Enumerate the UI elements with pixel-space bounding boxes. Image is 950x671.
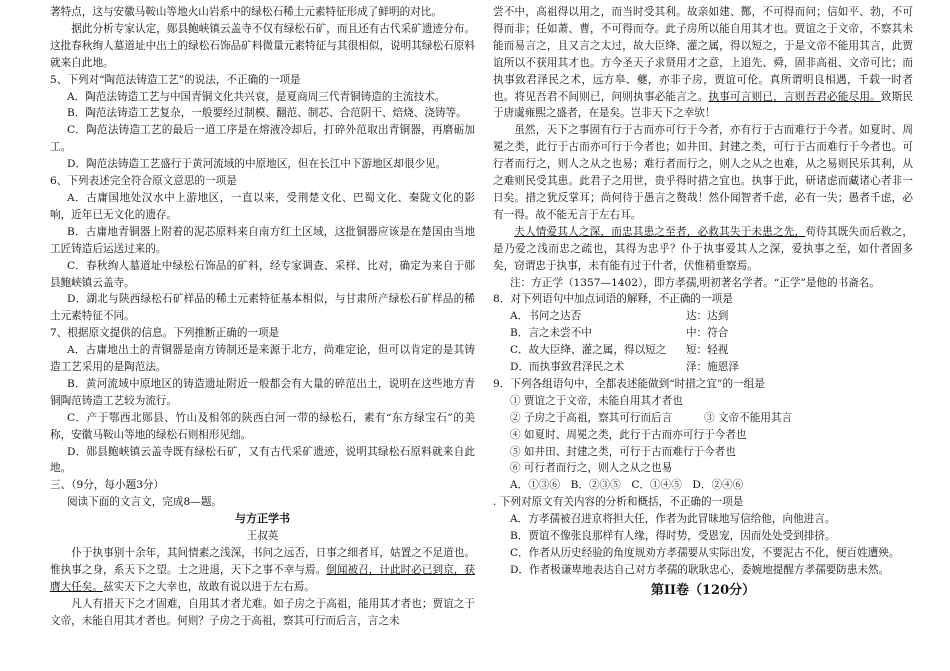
passage-text: 仆于执事别十余年，其间情素之浅深，书问之远否，日事之细者耳，姑置之不足道也。惟执事之身，系天下之望。士之进退，天下之事不幸与焉。 [50,547,475,576]
question-8-option-d [493,359,913,376]
option-explanation: 中：符合 [685,327,729,340]
option-explanation: 短：轻视 [685,344,729,357]
question-7-option-a: A．古庸地出土的青铜器是南方铸制还是来源于北方，尚难定论，但可以肯定的是其铸造工艺采用的是陶范法。 [50,344,475,374]
question-6-option-a: A．古庸国地处汉水中上游地区，一直以来，受荆楚文化、巴蜀文化、秦陇文化的影响，近年已无文化的遗存。 [50,191,475,221]
question-10-option-b: B．贾谊不像张良那样有人缘，得时势，受恩宠，因而处处受到排挤。 [509,530,836,543]
question-5-option-c: C．陶范法铸造工艺的最后一道工序是在熔液冷却后，打碎外范取出青铜器，再磨砺加工。 [50,124,475,154]
option-sentence: D．而执事致君泽民之术 [509,361,625,374]
question-5-option-b: B．陶范法铸造工艺复杂，一般要经过制模、翻范、制芯、合范阴干、焙烧、浇铸等。 [66,107,467,120]
question-9-statement: ④ 如夏时、周冕之类，此行于古而亦可行于今者也 [509,428,747,441]
question-9-choices: A．①③⑥ B．②③⑤ C．①④⑤ D．②④⑥ [509,479,744,492]
reading-instruction: 阅读下面的文言文，完成8—题。 [66,496,223,509]
passage-paragraph [50,545,475,596]
passage-text: 兹实天下之大幸也，故敢有说以进于左右焉。 [102,580,315,593]
question-6: 6、下列表述完全符合原文意思的一项是 [50,175,237,188]
question-5: 5、下列对“陶范法铸造工艺”的说法，不正确的一项是 [50,73,301,86]
passage-paragraph [493,4,913,122]
option-sentence: B．言之未尝不中 [509,327,592,340]
passage-title: 与方正学书 [235,512,290,526]
section-3-heading: 三、（9分，每小题3分） [50,479,165,492]
question-8-option-b [493,325,913,342]
question-6-option-d: D．湖北与陕西绿松石矿样品的稀土元素特征基本相似，与甘肃所产绿松石矿样品的稀土元素特征不同。 [50,293,475,323]
section-2-heading: 第II卷（120分） [650,582,756,598]
question-10-option-a: A．方孝孺被召进京将担大任，作者为此冒昧地写信给他，向他进言。 [509,513,836,526]
passage-text: 致斯民于唐虞雍熙之盛者，在是矣。岂非天下之幸欤！ [493,90,914,120]
question-9-statement: ⑤ 如井田、封建之类，可行于古而难行于今者也 [509,445,736,458]
passage-paragraph: 虽然，天下之事固有行于古而亦可行于今者，亦有行于古而难行于今者。如夏时、周冕之类，此行于古而亦可行于今者也；如井田、封建之类，可行于古而难行于今者也。可行者而行之，则人之从之也易；难行者而行之，则人之从之也难，从之易则民乐其利，从之难则民受其患。此君子之用世，贵乎得时措之宜也。执事于此，研诸虑而藏诸心者非一日矣。措之犹反掌耳；尚何待于愚言之赘哉！然仆闻智者千虑，必有一失；愚者千虑，必有一得。故不能无言于左右耳。 [493,124,913,221]
question-8-option-a [493,308,913,325]
paragraph: 著特点，这与安徽马鞍山等地火山岩系中的绿松石稀土元素特征形成了鲜明的对比。 [50,6,442,18]
question-10: . 下列对原文有关内容的分析和概括，不正确的一项是 [493,496,744,509]
question-9-statement: ⑥ 可行者而行之，则人之从之也易 [509,462,673,475]
question-7-option-c: C．产于鄂西北郧县、竹山及相邻的陕西白河一带的绿松石，素有“东方绿宝石”的美称，安徽马鞍山等地的绿松石则相形见绌。 [50,411,475,441]
underlined-sentence: 倒闻被召，计此时必已到京，获膺大任矣。 [50,563,476,593]
question-7-option-b: B．黄河流域中原地区的铸造遗址附近一般都会有大量的碎范出土，说明在这些地方青铜陶范铸造工艺较为流行。 [50,377,475,407]
question-10-option-d: D．作者极谦卑地表达自己对方孝孺的耿耿忠心，委婉地提醒方孝孺要防患未然。 [509,563,890,576]
option-sentence: C．故大臣绛、灌之属，得以短之 [509,344,667,357]
passage-text: 尝不中，高祖得以用之，而当时受其利。故亲如建、酂，不可得而问；信如平、勃，不可得而非；任如萧、曹，不可得而夺。此子房所以能自用其才也。贾谊之于文帝，不察其未能而易言之，且又言之太过，故大臣绛、灌之属，得以短之，于是文帝不能用其言，此贾谊所以不获用其才也。方今圣天子求贤用才之意，上追先、舜，固非高祖、文帝可比；而执事致君泽民之术，远方皋、夔，亦非子房，贾谊可伦。真所谓明良相遇，千载一时者也。将见吾君不间则已，问则执事必能言之。 [493,6,913,103]
option-explanation: 泽：施恩泽 [685,361,739,374]
question-6-option-c: C．春秋绚人墓道址中绿松石饰品的矿料，经专家调查、采样、比对，确定为来自于郧县鲍峡镇云盖寺。 [50,259,475,289]
passage-note: 注：方正学（1357—1402），即方孝孺,明初著名学者。“正学”是他的书斋名。 [509,276,880,289]
left-column [50,4,475,630]
question-9-statement: ① 贾谊之于文帝，未能自用其才者也 [509,394,683,407]
question-7-option-d: D．郧县鲍峡镇云盖寺既有绿松石矿，又有古代采矿遗迹，说明其绿松石原料就来自此地。 [50,445,475,475]
question-7: 7、根据原文提供的信息。下列推断正确的一项是 [50,327,280,340]
right-column [493,4,913,613]
question-9: 9．下列各组语句中，全都表述能做到“时措之宜”的一组是 [493,377,765,390]
passage-paragraph [493,224,913,275]
question-10-option-c: C．作者从历史经验的角度规劝方孝孺要从实际出发，不要泥古不化，便百姓遭殃。 [509,547,900,559]
underlined-sentence: 执事可言则已，言则吾君必能尽用。 [708,90,881,103]
passage-paragraph: 凡人有措天下之才固难，自用其才者尤难。如子房之于高祖，能用其才者也；贾谊之于文帝，未能自用其才者也。何则？子房之于高祖，察其可行而后言，言之未 [50,597,475,627]
underlined-sentence: 夫人情爱其人之深，而忠其患之至者，必救其失于未患之先， [514,225,806,238]
question-9-statement: ② 子房之于高祖，察其可行而后言 ③ 文帝不能用其言 [509,411,793,424]
paragraph: 据此分析专家认定，郧县鲍峡镇云盖寺不仅有绿松石矿，而且还有古代采矿遗迹分布。这批春秋绚人墓道址中出土的绿松石饰品矿料微量元素特征与其很相似，说明其绿松石原料就来自此地。 [50,22,475,69]
question-5-option-d: D．陶范法铸造工艺盛行于黄河流域的中原地区，但在长江中下游地区却很少见。 [66,158,447,171]
question-6-option-b: B．古庸地青铜器上附着的泥芯原料来自南方红土区域，这批铜器应该是在楚国由当地工匠铸造后运送过来的。 [50,225,475,255]
passage-author: 王叔英 [246,530,279,543]
question-8: 8．对下列语句中加点词语的解释，不正确的一项是 [493,293,733,306]
question-5-option-a: A．陶范法铸造工艺与中国青铜文化共兴衰，是夏商周三代青铜铸造的主流技术。 [66,90,446,103]
question-8-option-c [493,342,913,359]
passage-text: 苟待其既失而后救之，是乃爱之浅而忠之疏也，其得为忠乎？仆于执事爱其人之深，爱执事之至，如什者固多矣，窃谓忠于执事，未有能有过于什者，伏惟稍垂察焉。 [493,225,914,272]
option-explanation: 达：达到 [685,310,729,323]
option-sentence: A．书问之达否 [509,310,582,323]
